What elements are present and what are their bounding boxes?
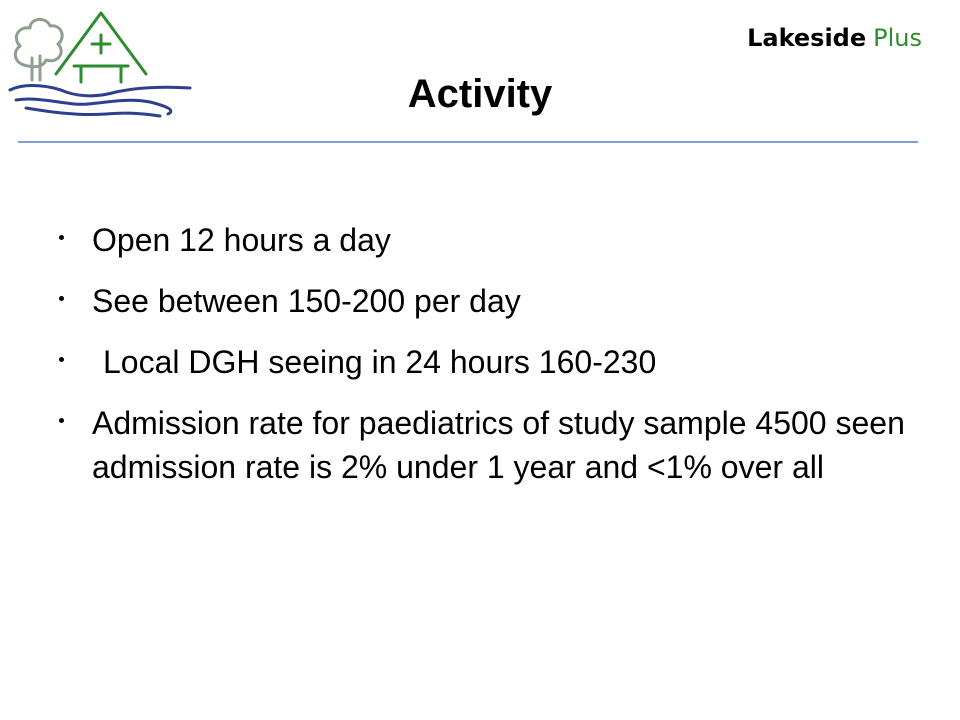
bullet-text: Open 12 hours a day [92, 222, 391, 258]
bullet-icon [59, 235, 64, 240]
bullet-icon [59, 418, 64, 423]
slide-title: Activity [407, 72, 553, 116]
bullet-text: Local DGH seeing in 24 hours 160-230 [103, 344, 657, 380]
bullet-text: Admission rate for paediatrics of study sample 4500 seen admission rate is 2% under 1 year and <1% over all [92, 405, 905, 485]
bullet-item [0, 340, 960, 384]
bullet-icon [59, 296, 64, 301]
bullet-list [0, 218, 960, 506]
brand-name [747, 24, 922, 52]
bullet-item [0, 279, 960, 323]
brand-plus: Plus [873, 24, 922, 52]
bullet-item [0, 401, 960, 489]
bullet-item [0, 218, 960, 262]
bullet-text: See between 150-200 per day [92, 283, 521, 319]
brand-lakeside: Lakeside [747, 24, 867, 52]
title-divider [18, 141, 918, 143]
bullet-icon [59, 357, 64, 362]
